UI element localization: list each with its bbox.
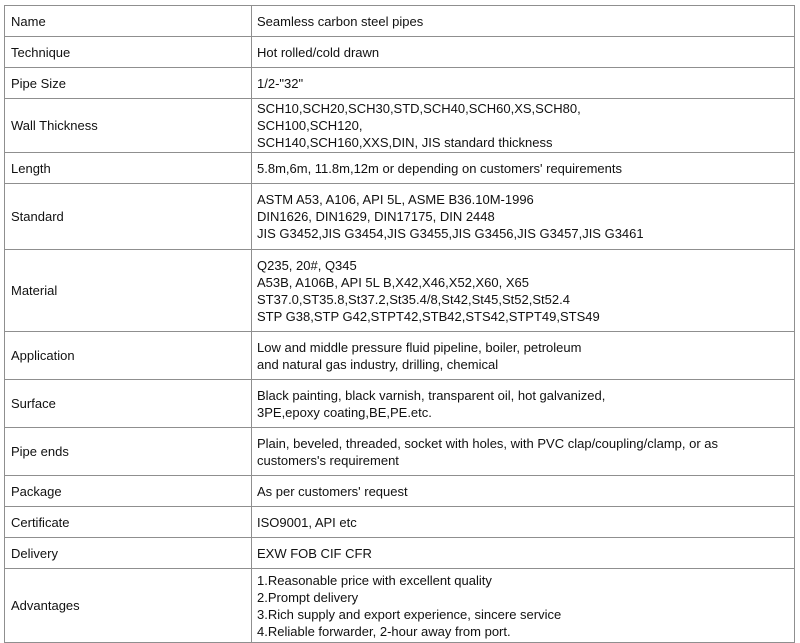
- row-value-line: 3PE,epoxy coating,BE,PE.etc.: [257, 404, 432, 420]
- row-value-line: 2.Prompt delivery: [257, 589, 359, 605]
- row-value-line: EXW FOB CIF CFR: [257, 545, 372, 561]
- row-label: Application: [11, 348, 75, 363]
- row-label-cell: [5, 476, 252, 507]
- row-value-line: Hot rolled/cold drawn: [257, 44, 380, 60]
- table-row: [5, 538, 795, 569]
- row-value-cell: [252, 476, 795, 507]
- row-value-line: SCH10,SCH20,SCH30,STD,SCH40,SCH60,XS,SCH80,: [257, 101, 581, 116]
- row-label: Name: [11, 13, 46, 29]
- row-value-line: ISO9001, API etc: [257, 514, 357, 530]
- row-value-line: SCH100,SCH120,: [257, 118, 363, 133]
- table-row: [5, 99, 795, 153]
- row-value-line: Plain, beveled, threaded, socket with holes, with PVC clap/coupling/clamp, or as: [257, 435, 719, 451]
- row-label-cell: [5, 99, 252, 153]
- row-value-line: JIS G3452,JIS G3454,JIS G3455,JIS G3456,JIS G3457,JIS G3461: [257, 226, 644, 241]
- row-label: Standard: [11, 209, 64, 224]
- row-value-line: STP G38,STP G42,STPT42,STB42,STS42,STPT49,STS49: [257, 308, 600, 324]
- row-value-line: Low and middle pressure fluid pipeline, boiler, petroleum: [257, 339, 582, 355]
- row-label-cell: [5, 6, 252, 37]
- table-row: [5, 184, 795, 250]
- row-value-line: As per customers' request: [257, 483, 408, 499]
- table-row: [5, 476, 795, 507]
- row-value-cell: [252, 37, 795, 68]
- table-row: [5, 507, 795, 538]
- row-label-cell: [5, 184, 252, 250]
- row-value-cell: [252, 250, 795, 332]
- row-label: Length: [11, 160, 51, 176]
- row-value-line: customers's requirement: [257, 452, 399, 468]
- table-row: [5, 428, 795, 476]
- row-label: Pipe Size: [11, 75, 66, 91]
- row-label-cell: [5, 538, 252, 569]
- row-label: Package: [11, 483, 62, 499]
- row-value-line: 4.Reliable forwarder, 2-hour away from port.: [257, 623, 511, 639]
- row-value-cell: [252, 153, 795, 184]
- row-value-cell: [252, 68, 795, 99]
- row-value-line: 5.8m,6m, 11.8m,12m or depending on customers' requirements: [257, 160, 622, 176]
- row-value-line: 3.Rich supply and export experience, sincere service: [257, 606, 562, 622]
- row-label: Certificate: [11, 514, 70, 530]
- row-value-line: 1.Reasonable price with excellent quality: [257, 572, 492, 588]
- table-row: [5, 250, 795, 332]
- table-row: [5, 6, 795, 37]
- row-value-cell: [252, 184, 795, 250]
- row-label-cell: [5, 153, 252, 184]
- row-value-line: Q235, 20#, Q345: [257, 257, 357, 273]
- spec-table: [4, 5, 795, 643]
- row-value-line: and natural gas industry, drilling, chemical: [257, 356, 499, 372]
- row-label-cell: [5, 68, 252, 99]
- row-value-cell: [252, 380, 795, 428]
- row-value-line: 1/2-"32": [257, 75, 304, 91]
- table-row: [5, 332, 795, 380]
- row-label-cell: [5, 380, 252, 428]
- row-label-cell: [5, 250, 252, 332]
- table-row: [5, 37, 795, 68]
- table-row: [5, 380, 795, 428]
- spec-table-body: [5, 6, 795, 643]
- row-value-cell: [252, 332, 795, 380]
- row-value-cell: [252, 569, 795, 643]
- row-value-cell: [252, 99, 795, 153]
- row-label-cell: [5, 428, 252, 476]
- row-value-line: A53B, A106B, API 5L B,X42,X46,X52,X60, X65: [257, 274, 529, 290]
- row-label: Material: [11, 283, 58, 298]
- row-label-cell: [5, 569, 252, 643]
- row-value-cell: [252, 507, 795, 538]
- row-value-line: ST37.0,ST35.8,St37.2,St35.4/8,St42,St45,St52,St52.4: [257, 291, 570, 307]
- row-value-line: SCH140,SCH160,XXS,DIN, JIS standard thickness: [257, 135, 553, 150]
- row-label: Pipe ends: [11, 444, 69, 459]
- row-value-line: ASTM A53, A106, API 5L, ASME B36.10M-1996: [257, 192, 534, 207]
- row-value-cell: [252, 428, 795, 476]
- row-label: Wall Thickness: [11, 118, 98, 133]
- table-row: [5, 569, 795, 643]
- row-label: Delivery: [11, 545, 58, 561]
- row-value-line: Black painting, black varnish, transparent oil, hot galvanized,: [257, 387, 606, 403]
- row-label-cell: [5, 507, 252, 538]
- row-label-cell: [5, 332, 252, 380]
- row-value-line: DIN1626, DIN1629, DIN17175, DIN 2448: [257, 209, 495, 224]
- row-label: Advantages: [11, 598, 80, 613]
- table-row: [5, 68, 795, 99]
- row-label: Technique: [11, 44, 71, 60]
- row-label: Surface: [11, 396, 56, 411]
- row-value-cell: [252, 538, 795, 569]
- row-label-cell: [5, 37, 252, 68]
- table-row: [5, 153, 795, 184]
- row-value-cell: [252, 6, 795, 37]
- row-value-line: Seamless carbon steel pipes: [257, 13, 424, 29]
